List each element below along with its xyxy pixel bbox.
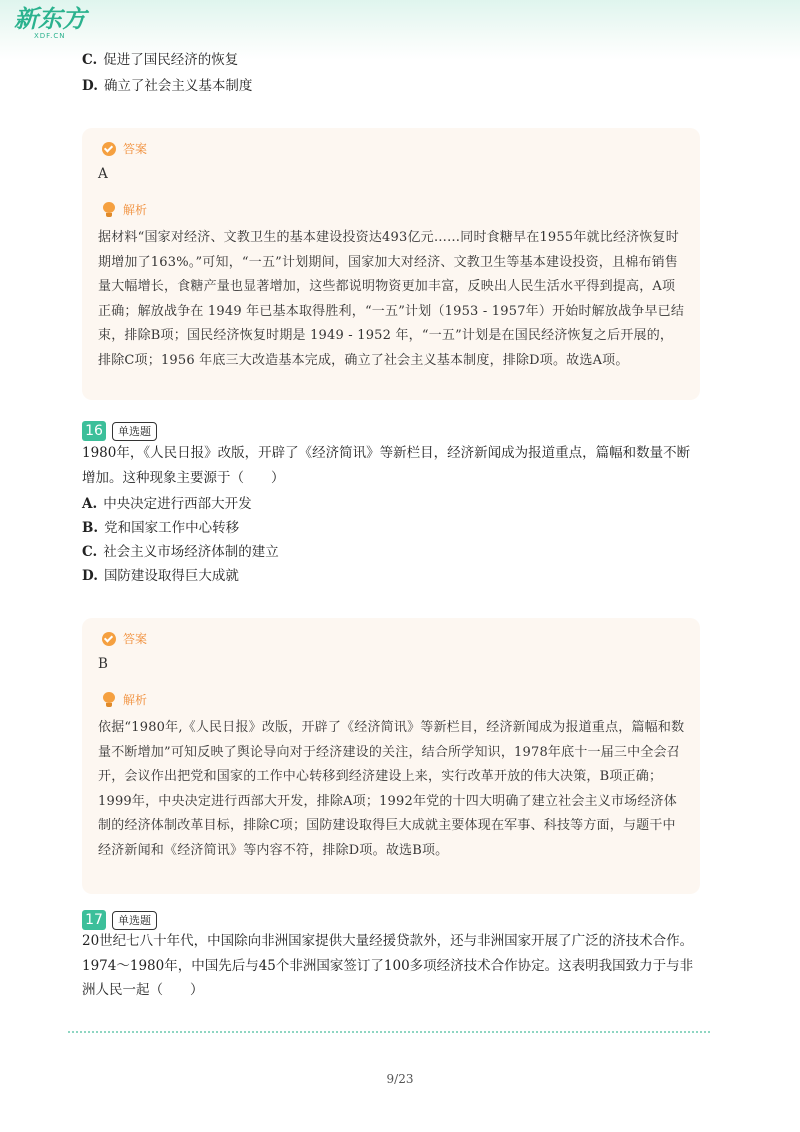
question-number: 16 [82,421,106,441]
q16-answer-value: B [98,656,108,672]
lightbulb-icon [102,202,116,218]
check-badge-icon [102,142,116,156]
question-type-badge: 单选题 [112,911,157,930]
footer-divider [68,1031,710,1033]
question-number: 17 [82,910,106,930]
q16-option-d: D. 国防建设取得巨大成就 [82,568,239,584]
check-badge-icon [102,632,116,646]
q16-header [82,421,157,441]
q15-analysis-text: 据材料“国家对经济、文教卫生的基本建设投资达493亿元……同时食糖早在1955年就比经济恢复时期增加了163%。”可知，“一五”计划期间，国家加大对经济、文教卫生等基本建设投资，且棉布销售量大幅增长，食糖产量也显著增加，这些都说明物资更加丰富，反映出人民生活水平得到提高，A项正确；解放战争在 1949 年已基本取得胜利，“一五”计划（1953 - 1957年）开始时解放战争早已结束，排除B项；国民经济恢复时期是 1949 - 1952 年，“一五”计划是在国民经济恢复之后开展的，排除C项；1956 年底三大改造基本完成，确立了社会主义基本制度，排除D项。故选A项。 [98,230,685,368]
q16-option-c: C. 社会主义市场经济体制的建立 [82,544,279,560]
logo-subtext: XDF.CN [34,32,66,40]
q17-header [82,910,157,930]
q16-stem: 1980年，《人民日报》改版，开辟了《经济简讯》等新栏目，经济新闻成为报道重点，篇幅和数量不断增加。这种现象主要源于（ ） [82,445,691,486]
q15-answer-box [82,128,700,400]
q15-option-d: D. 确立了社会主义基本制度 [82,78,253,94]
lightbulb-icon [102,692,116,708]
q16-option-b: B. 党和国家工作中心转移 [82,520,240,536]
page-number: 9/23 [386,1072,414,1086]
q16-answer-box [82,618,700,894]
logo-text: 新东方 [14,5,86,33]
question-type-badge: 单选题 [112,422,157,441]
q16-analysis-tag: 解析 [102,691,147,708]
q15-option-c: C. 促进了国民经济的恢复 [82,52,239,68]
xdf-logo [14,6,86,40]
q16-analysis-text: 依据“1980年,《人民日报》改版，开辟了《经济简讯》等新栏目，经济新闻成为报道重点，篇幅和数量不断增加”可知反映了舆论导向对于经济建设的关注，结合所学知识，1978年底十一届三中全会召开，会议作出把党和国家的工作中心转移到经济建设上来，实行改革开放的伟大决策，B项正确；1999年，中央决定进行西部大开发，排除A项；1992年党的十四大明确了建立社会主义市场经济体制的经济体制改革目标，排除C项；国防建设取得巨大成就主要体现在军事、科技等方面，与题干中经济新闻和《经济简讯》等内容不符，排除D项。故选B项。 [98,720,685,858]
q16-option-a: A. 中央决定进行西部大开发 [82,496,252,512]
q15-answer-tag: 答案 [102,140,147,157]
q15-analysis-tag: 解析 [102,201,147,218]
q17-stem: 20世纪七八十年代，中国除向非洲国家提供大量经援贷款外，还与非洲国家开展了广泛的济技术合作。1974～1980年，中国先后与45个非洲国家签订了100多项经济技术合作协定。这表明我国致力于与非洲人民一起（ ） [82,933,694,998]
q16-answer-tag: 答案 [102,630,147,647]
q15-answer-value: A [98,166,108,182]
